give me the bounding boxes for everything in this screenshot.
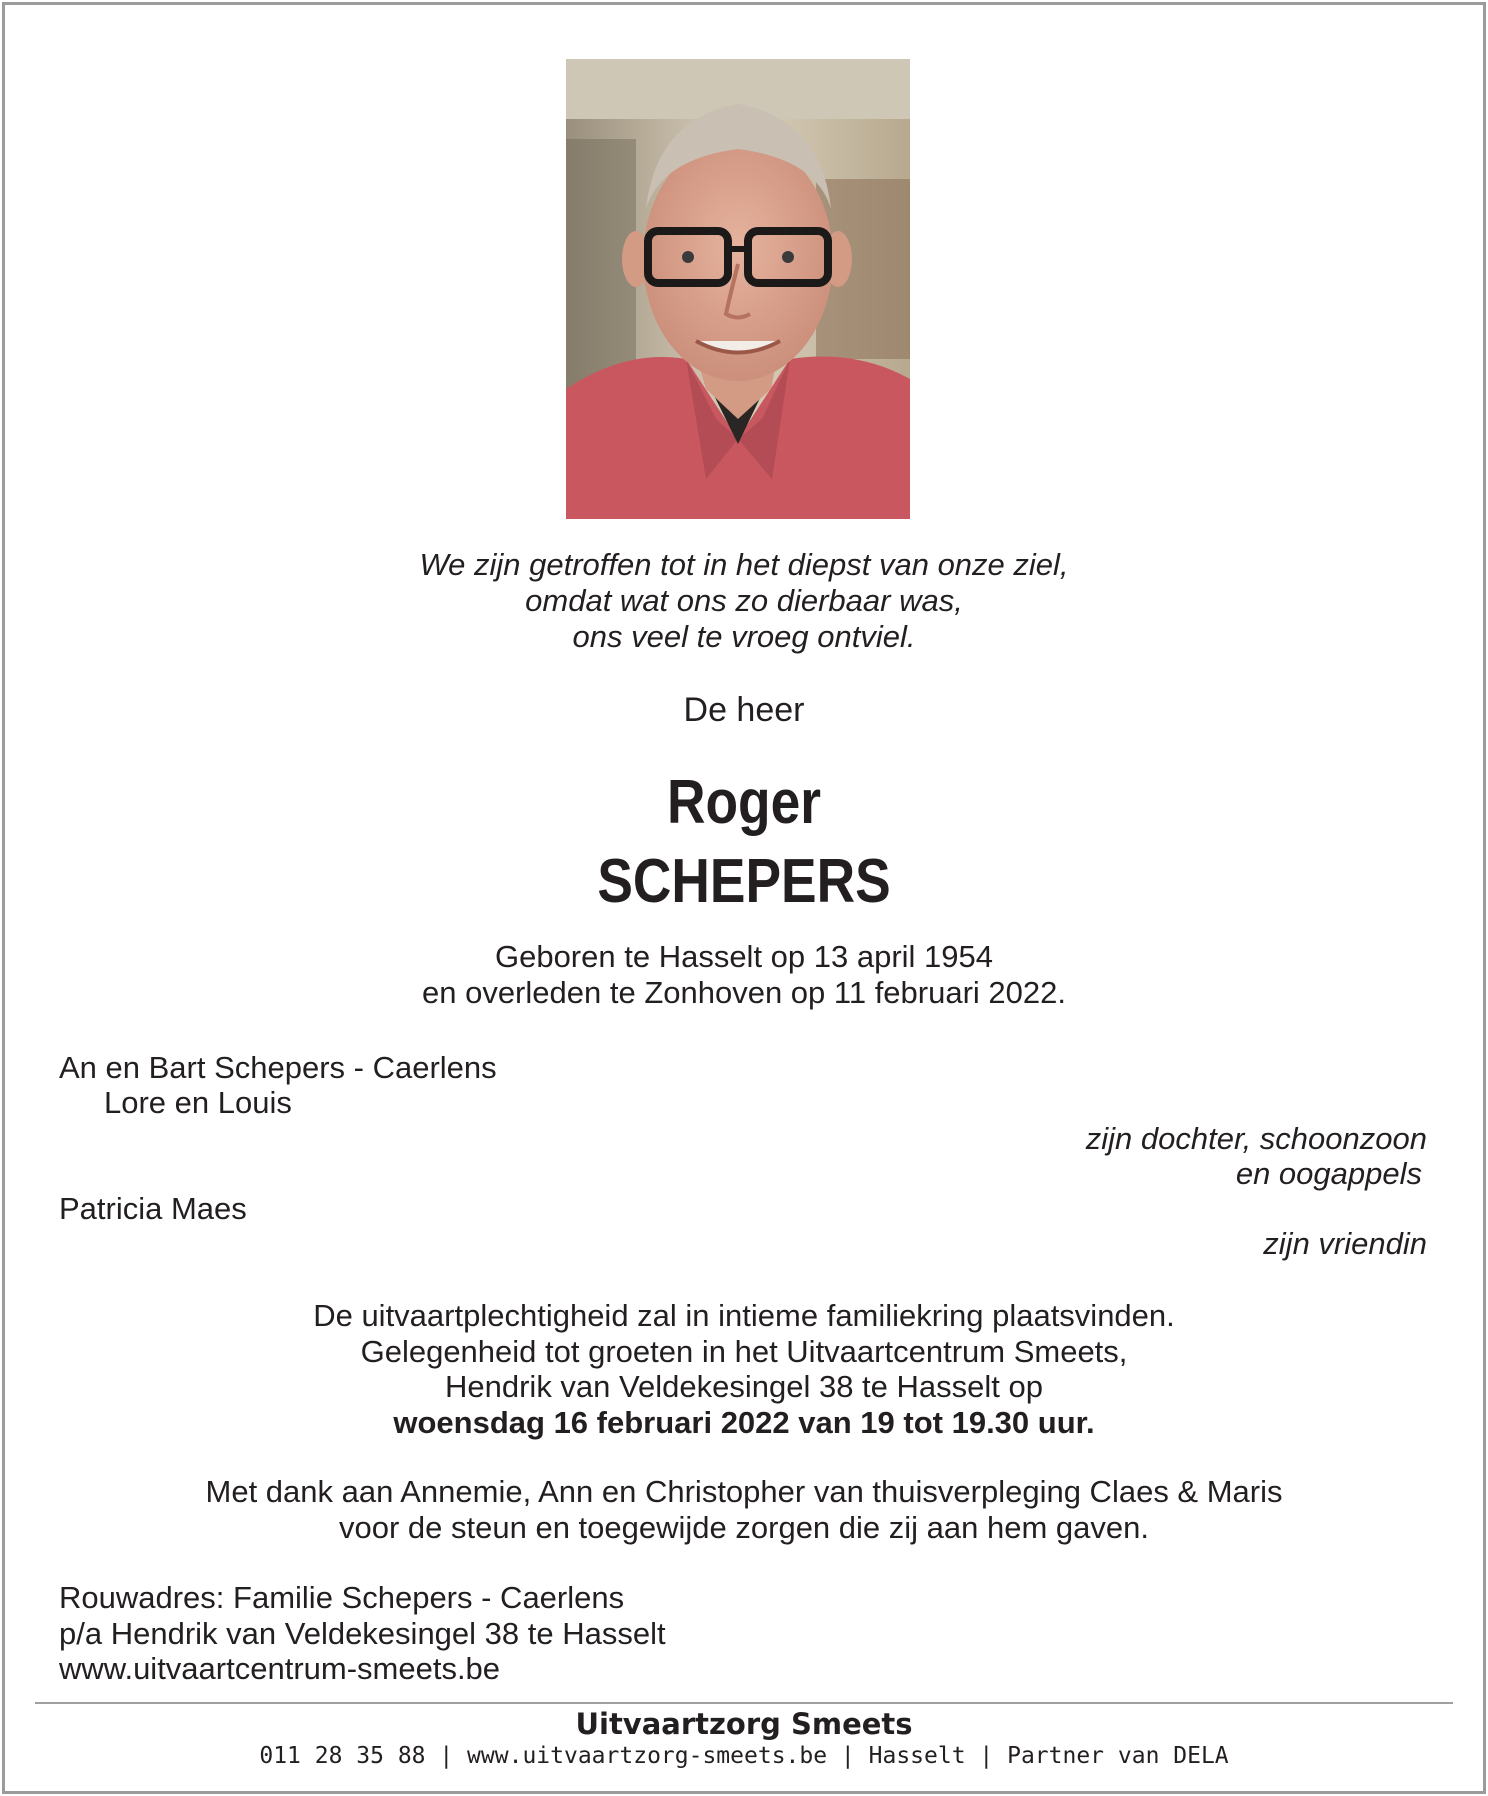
memorial-quote (0, 547, 1488, 655)
portrait-photo (566, 59, 910, 519)
quote-line: We zijn getroffen tot in het diepst van onze ziel, (419, 547, 1069, 582)
address-line: Rouwadres: Familie Schepers - Caerlens (59, 1580, 625, 1615)
address-line: p/a Hendrik van Veldekesingel 38 te Hasselt (59, 1615, 666, 1651)
honorific: De heer (683, 691, 805, 729)
life-dates (0, 939, 1488, 1011)
thanks-note (0, 1474, 1488, 1545)
thanks-line: Met dank aan Annemie, Ann en Christopher van thuisverpleging Claes & Maris (205, 1474, 1283, 1509)
deceased-last-name: SCHEPERS (597, 847, 891, 916)
thanks-line: voor de steun en toegewijde zorgen die zij aan hem gaven. (339, 1509, 1149, 1545)
family-friend: Patricia Maes (59, 1191, 247, 1226)
relation-daughter: zijn dochter, schoonzoon (1085, 1121, 1427, 1156)
website-link[interactable]: www.uitvaartcentrum-smeets.be (59, 1651, 501, 1686)
funeral-info (0, 1298, 1488, 1440)
mourning-address (59, 1580, 666, 1687)
death-line: en overleden te Zonhoven op 11 februari 2022. (421, 975, 1066, 1010)
funeral-line: Hendrik van Veldekesingel 38 te Hasselt op (445, 1369, 1043, 1404)
funeral-datetime: woensdag 16 februari 2022 van 19 tot 19.30 uur. (393, 1404, 1095, 1440)
company-contact: 011 28 35 88 | www.uitvaartzorg-smeets.be | Hasselt | Partner van DELA (259, 1743, 1229, 1769)
company-name: Uitvaartzorg Smeets (575, 1707, 913, 1741)
family-daughter: An en Bart Schepers - Caerlens (59, 1050, 497, 1085)
deceased-first-name: Roger (666, 768, 822, 837)
birth-line: Geboren te Hasselt op 13 april 1954 (494, 939, 994, 974)
relation-grandchildren: en oogappels (1235, 1156, 1422, 1191)
funeral-line: Gelegenheid tot groeten in het Uitvaartcentrum Smeets, (360, 1333, 1128, 1369)
funeral-line: De uitvaartplechtigheid zal in intieme familiekring plaatsvinden. (313, 1298, 1175, 1333)
quote-line: ons veel te vroeg ontviel. (572, 619, 916, 654)
quote-line: omdat wat ons zo dierbaar was, (525, 583, 963, 618)
footer-divider (35, 1702, 1453, 1704)
relation-friend: zijn vriendin (1263, 1226, 1427, 1261)
family-grandchildren: Lore en Louis (104, 1085, 292, 1120)
